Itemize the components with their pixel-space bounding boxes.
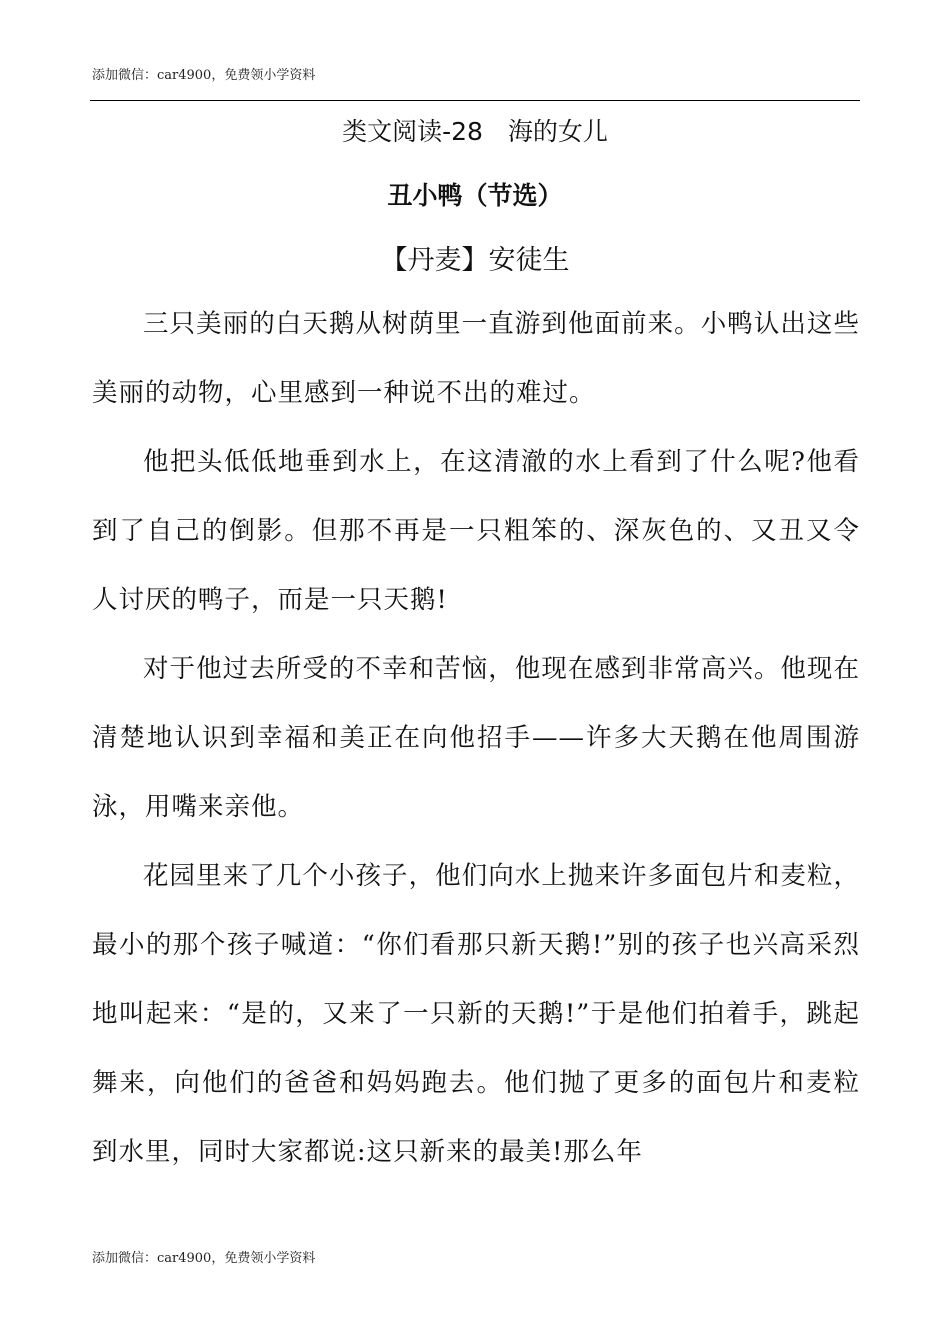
document-title: 类文阅读-28 海的女儿 [342,117,608,146]
paragraph: 对于他过去所受的不幸和苦恼，他现在感到非常高兴。他现在清楚地认识到幸福和美正在向他招手——许多大天鹅在他周围游泳，用嘴来亲他。 [92,654,860,822]
document-author: 【丹麦】安徒生 [380,245,570,276]
header-divider [90,100,860,101]
page-footer-note: 添加微信：car4900，免费领小学资料 [92,1251,316,1266]
paragraph: 他把头低低地垂到水上，在这清澈的水上看到了什么呢?他看到了自己的倒影。但那不再是一只粗笨的、深灰色的、又丑又令人讨厌的鸭子，而是一只天鹅! [92,447,860,615]
paragraph: 花园里来了几个小孩子，他们向水上抛来许多面包片和麦粒，最小的那个孩子喊道：“你们看那只新天鹅!”别的孩子也兴高采烈地叫起来：“是的，又来了一只新的天鹅!”于是他们拍着手，跳起舞来，向他们的爸爸和妈妈跑去。他们抛了更多的面包片和麦粒到水里，同时大家都说:这只新来的最美!那么年 [92,861,860,1167]
article-body [92,290,860,1187]
document-subtitle: 丑小鸭（节选） [387,181,563,210]
paragraph: 三只美丽的白天鹅从树荫里一直游到他面前来。小鸭认出这些美丽的动物，心里感到一种说不出的难过。 [92,309,860,408]
page-header-note: 添加微信：car4900，免费领小学资料 [92,68,316,83]
